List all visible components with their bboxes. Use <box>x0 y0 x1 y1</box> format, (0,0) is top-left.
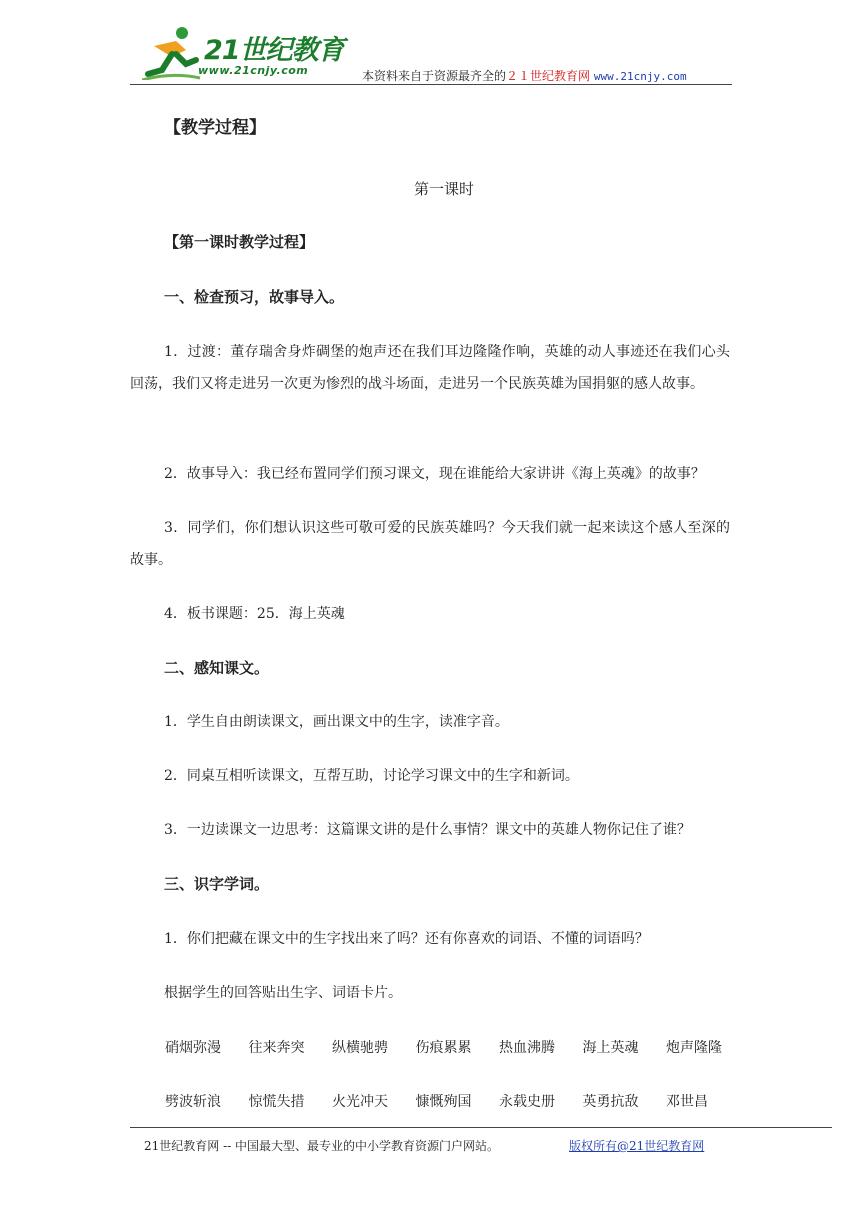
part3-heading: 三、识字学词。 <box>164 875 270 893</box>
footer-divider <box>130 1127 832 1128</box>
paragraph-heroes-question: 3．同学们，你们想认识这些可敬可爱的民族英雄吗？今天我们就一起来读这个感人至深的故事。 <box>130 520 730 568</box>
paragraph-transition: 1．过渡：董存瑞舍身炸碉堡的炮声还在我们耳边隆隆作响，英雄的动人事迹还在我们心头回荡，我们又将走进另一次更为惨烈的战斗场面，走进另一个民族英雄为国捐躯的感人故事。 <box>130 344 730 392</box>
vocab-word: 硝烟弥漫 <box>165 1040 221 1056</box>
vocab-word: 永载史册 <box>499 1094 555 1110</box>
vocab-word: 纵横驰骋 <box>332 1040 388 1056</box>
paragraph-pair-reading: 2．同桌互相听读课文，互帮互助，讨论学习课文中的生字和新词。 <box>164 768 579 784</box>
part2-heading: 二、感知课文。 <box>164 659 270 677</box>
header-source-note <box>362 67 687 84</box>
lesson-label: 第一课时 <box>414 180 475 198</box>
footer-description: 21世纪教育网 -- 中国最大型、最专业的中小学教育资源门户网站。 <box>144 1139 500 1153</box>
vocab-word: 海上英魂 <box>582 1040 639 1056</box>
vocab-row-1 <box>165 1037 750 1057</box>
paragraph-find-characters: 1．你们把藏在课文中的生字找出来了吗？还有你喜欢的词语、不懂的词语吗？ <box>164 931 649 947</box>
vocab-word: 劈波斩浪 <box>165 1094 221 1110</box>
vocab-word: 惊慌失措 <box>248 1094 305 1110</box>
paragraph-think-reading: 3．一边读课文一边思考：这篇课文讲的是什么事情？课文中的英雄人物你记住了谁？ <box>164 822 691 838</box>
vocab-word: 邓世昌 <box>666 1094 708 1110</box>
paragraph-board-title: 4．板书课题：25．海上英魂 <box>164 606 345 622</box>
vocab-word: 炮声隆隆 <box>666 1040 722 1056</box>
runner-logo-icon <box>142 24 202 80</box>
part1-heading: 一、检查预习，故事导入。 <box>164 288 345 306</box>
paragraph-story-intro: 2．故事导入：我已经布置同学们预习课文，现在谁能给大家讲讲《海上英魂》的故事？ <box>164 466 705 482</box>
header-note-prefix: 本资料来自于资源最齐全的 <box>362 69 507 83</box>
logo-wordmark: 21世纪教育 <box>204 35 344 66</box>
header-site-url[interactable]: www.21cnjy.com <box>593 70 687 83</box>
vocab-word: 慷慨殉国 <box>415 1094 472 1110</box>
vocab-word: 英勇抗敌 <box>582 1094 639 1110</box>
paragraph-free-reading: 1．学生自由朗读课文，画出课文中的生字，读准字音。 <box>164 714 509 730</box>
vocab-word: 火光冲天 <box>332 1094 388 1110</box>
header-site-name: ２１世纪教育网 <box>506 69 591 83</box>
logo-url: www.21cnjy.com <box>198 64 309 77</box>
page-header <box>130 18 732 86</box>
vocab-word: 往来奔突 <box>248 1040 305 1056</box>
header-divider <box>130 84 732 85</box>
paragraph-word-cards: 根据学生的回答贴出生字、词语卡片。 <box>164 985 402 1001</box>
vocab-word: 伤痕累累 <box>415 1040 472 1056</box>
lesson-title: 【第一课时教学过程】 <box>164 233 315 251</box>
site-logo[interactable] <box>130 18 360 84</box>
footer-copyright-link[interactable]: 版权所有@21世纪教育网 <box>569 1139 705 1153</box>
vocab-row-2 <box>165 1091 750 1111</box>
vocab-word: 热血沸腾 <box>499 1040 555 1056</box>
section-title: 【教学过程】 <box>164 118 266 138</box>
